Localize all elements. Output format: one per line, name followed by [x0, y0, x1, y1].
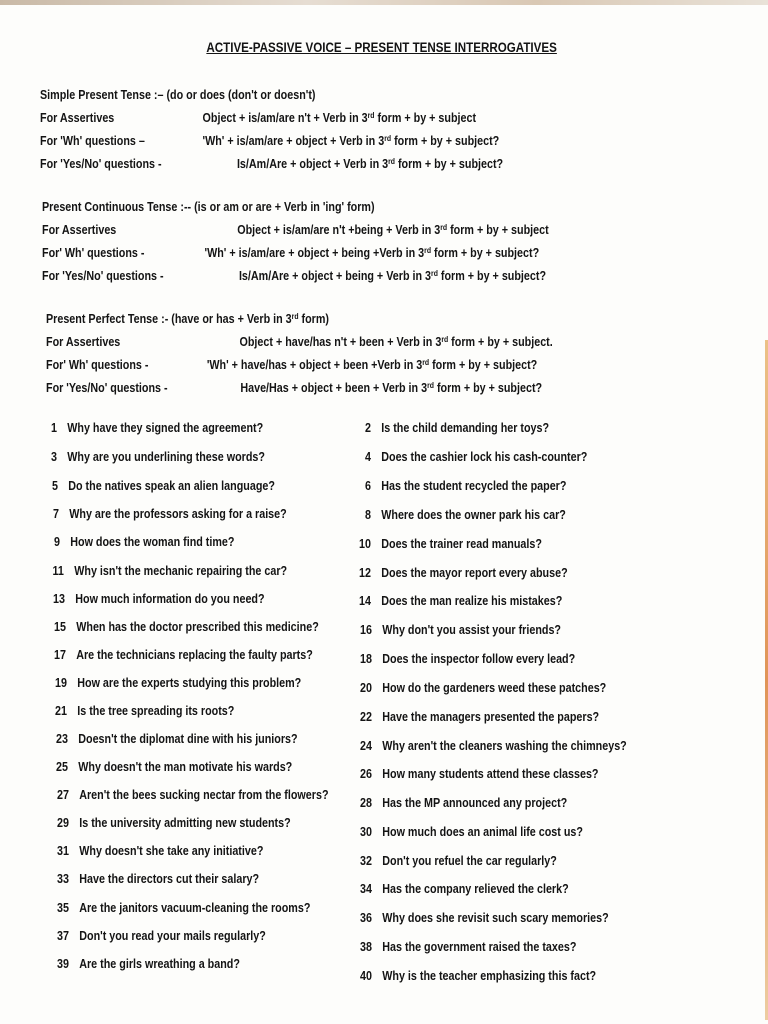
question-item	[353, 969, 596, 983]
question-number: 27	[56, 788, 69, 802]
question-number: 9	[53, 535, 60, 549]
question-text: Has the MP announced any project?	[382, 796, 568, 810]
question-item	[352, 566, 568, 580]
question-text: How many students attend these classes?	[382, 767, 599, 781]
question-number: 29	[56, 816, 69, 830]
question-text: Doesn't the diplomat dine with his juniors?	[78, 732, 298, 746]
question-text: Why are you underlining these words?	[67, 450, 265, 464]
question-number: 2	[364, 421, 371, 435]
question-item	[38, 421, 263, 435]
question-number: 3	[50, 450, 57, 464]
question-number: 33	[56, 872, 69, 886]
question-text: Are the janitors vacuum-cleaning the rooms?	[79, 901, 311, 915]
question-text: Why don't you assist your friends?	[382, 623, 561, 637]
question-item	[353, 681, 606, 695]
question-item	[50, 929, 266, 943]
rule-row	[40, 107, 477, 130]
question-text: Why are the professors asking for a raise?	[69, 507, 287, 521]
question-item	[353, 940, 576, 954]
rule-label: For Assertives	[42, 223, 117, 237]
question-text: Has the student recycled the paper?	[381, 479, 567, 493]
question-item	[353, 767, 599, 781]
question-item	[353, 623, 561, 637]
rule-label: For' Wh' questions -	[42, 246, 145, 260]
rule-row	[42, 265, 547, 288]
question-item	[45, 564, 287, 578]
rule-label: For 'Yes/No' questions -	[42, 269, 164, 283]
rule-formula: Have/Has + object + been + Verb in 3rd form + by + subject?	[240, 381, 543, 395]
question-text: Has the government raised the taxes?	[382, 940, 577, 954]
question-text: Why doesn't she take any initiative?	[79, 844, 264, 858]
section-present-continuous	[42, 196, 549, 288]
question-number: 21	[54, 704, 67, 718]
question-number: 10	[358, 537, 371, 551]
question-text: Why isn't the mechanic repairing the car?	[74, 564, 288, 578]
question-number: 37	[56, 929, 69, 943]
question-number: 20	[359, 681, 372, 695]
question-text: Aren't the bees sucking nectar from the flowers?	[79, 788, 329, 802]
section-heading: Present Continuous Tense :-- (is or am or are + Verb in 'ing' form)	[42, 200, 375, 214]
rule-row	[46, 331, 553, 354]
question-number: 18	[359, 652, 372, 666]
question-item	[49, 760, 292, 774]
question-number: 35	[56, 901, 69, 915]
rule-formula: Object + is/am/are n't + Verb in 3rd form + by + subject	[202, 111, 477, 125]
question-number: 8	[364, 508, 371, 522]
question-number: 12	[358, 566, 371, 580]
question-item	[352, 479, 566, 493]
question-text: Where does the owner park his car?	[381, 508, 566, 522]
question-text: Does the trainer read manuals?	[381, 537, 542, 551]
rule-formula: Object + have/has n't + been + Verb in 3rd form + by + subject.	[239, 335, 553, 349]
question-text: Have the directors cut their salary?	[79, 872, 260, 886]
question-number: 31	[56, 844, 69, 858]
question-item	[353, 882, 569, 896]
question-item	[47, 648, 313, 662]
rule-label: For 'Wh' questions –	[40, 134, 145, 148]
question-item	[352, 537, 542, 551]
rule-row	[46, 377, 543, 400]
question-text: Are the girls wreathing a band?	[79, 957, 240, 971]
question-number: 6	[364, 479, 371, 493]
question-item	[49, 732, 298, 746]
question-number: 7	[52, 507, 59, 521]
rule-label: For Assertives	[46, 335, 121, 349]
question-item	[39, 479, 275, 493]
question-item	[353, 854, 557, 868]
question-item	[50, 788, 329, 802]
question-text: Why is the teacher emphasizing this fact?	[382, 969, 597, 983]
question-text: Is the tree spreading its roots?	[77, 704, 235, 718]
question-number: 19	[54, 676, 67, 690]
question-number: 32	[359, 854, 372, 868]
rule-label: For 'Yes/No' questions -	[46, 381, 168, 395]
question-text: Why does she revisit such scary memories?	[382, 911, 609, 925]
question-text: How much information do you need?	[75, 592, 265, 606]
question-item	[353, 911, 609, 925]
rule-row	[42, 219, 549, 242]
question-item	[50, 901, 310, 915]
question-text: Does the inspector follow every lead?	[382, 652, 576, 666]
question-number: 36	[359, 911, 372, 925]
question-number: 16	[359, 623, 372, 637]
question-number: 5	[51, 479, 58, 493]
section-heading: Simple Present Tense :– (do or does (don't or doesn't)	[40, 88, 316, 102]
question-number: 23	[55, 732, 68, 746]
question-text: When has the doctor prescribed this medicine?	[76, 620, 319, 634]
question-item	[352, 508, 566, 522]
question-text: Is the university admitting new students?	[79, 816, 291, 830]
scan-top-edge	[0, 0, 768, 5]
question-number: 39	[56, 957, 69, 971]
question-number: 11	[52, 564, 64, 578]
question-text: Why doesn't the man motivate his wards?	[78, 760, 293, 774]
rule-formula: 'Wh' + have/has + object + been +Verb in 3rd form + by + subject?	[206, 358, 538, 372]
question-number: 40	[359, 969, 372, 983]
question-item	[41, 535, 234, 549]
question-item	[47, 620, 319, 634]
question-number: 34	[359, 882, 372, 896]
question-item	[50, 957, 240, 971]
question-number: 28	[359, 796, 372, 810]
question-text: Has the company relieved the clerk?	[382, 882, 569, 896]
question-item	[38, 450, 265, 464]
question-number: 4	[364, 450, 371, 464]
question-number: 13	[52, 592, 65, 606]
question-number: 25	[55, 760, 68, 774]
section-present-perfect	[46, 308, 553, 400]
rule-formula: Is/Am/Are + object + being + Verb in 3rd form + by + subject?	[238, 269, 547, 283]
question-item	[353, 796, 567, 810]
question-item	[50, 872, 259, 886]
question-text: Do the natives speak an alien language?	[68, 479, 275, 493]
rule-label: For 'Yes/No' questions -	[40, 157, 162, 171]
question-text: Don't you refuel the car regularly?	[382, 854, 557, 868]
question-item	[353, 652, 575, 666]
section-simple-present	[40, 84, 504, 176]
question-item	[352, 421, 549, 435]
question-text: Does the man realize his mistakes?	[381, 594, 563, 608]
question-item	[46, 592, 265, 606]
question-item	[353, 739, 627, 753]
rule-formula: Object + is/am/are n't +being + Verb in 3rd form + by + subject	[237, 223, 549, 237]
question-text: How much does an animal life cost us?	[382, 825, 583, 839]
question-item	[48, 704, 234, 718]
rule-formula: 'Wh' + is/am/are + object + Verb in 3rd form + by + subject?	[202, 134, 500, 148]
question-item	[352, 594, 562, 608]
rule-label: For' Wh' questions -	[46, 358, 149, 372]
question-item	[50, 816, 291, 830]
question-number: 26	[359, 767, 372, 781]
question-text: Why have they signed the agreement?	[67, 421, 264, 435]
question-number: 38	[359, 940, 372, 954]
rule-row	[42, 242, 540, 265]
question-text: How does the woman find time?	[70, 535, 235, 549]
question-item	[352, 450, 587, 464]
section-heading: Present Perfect Tense :- (have or has + Verb in 3rd form)	[46, 312, 330, 326]
page-title: ACTIVE-PASSIVE VOICE – PRESENT TENSE INTERROGATIVES	[206, 40, 557, 55]
question-text: How do the gardeners weed these patches?	[382, 681, 607, 695]
question-number: 22	[359, 710, 372, 724]
question-item	[40, 507, 287, 521]
rule-row	[40, 153, 504, 176]
question-item	[353, 710, 599, 724]
question-number: 24	[359, 739, 372, 753]
question-text: Is the child demanding her toys?	[381, 421, 550, 435]
question-item	[50, 844, 263, 858]
rule-label: For Assertives	[40, 111, 115, 125]
rule-formula: Is/Am/Are + object + Verb in 3rd form + by + subject?	[236, 157, 504, 171]
question-item	[353, 825, 583, 839]
question-text: Are the technicians replacing the faulty parts?	[76, 648, 313, 662]
question-number: 30	[359, 825, 372, 839]
question-number: 15	[53, 620, 66, 634]
question-number: 17	[53, 648, 66, 662]
question-text: Does the mayor report every abuse?	[381, 566, 568, 580]
question-number: 14	[358, 594, 371, 608]
question-text: Have the managers presented the papers?	[382, 710, 600, 724]
question-text: Why aren't the cleaners washing the chimneys?	[382, 739, 627, 753]
question-text: Don't you read your mails regularly?	[79, 929, 266, 943]
question-item	[48, 676, 301, 690]
question-text: How are the experts studying this problem?	[77, 676, 302, 690]
question-text: Does the cashier lock his cash-counter?	[381, 450, 588, 464]
rule-formula: 'Wh' + is/am/are + object + being +Verb in 3rd form + by + subject?	[204, 246, 540, 260]
question-number: 1	[50, 421, 57, 435]
rule-row	[40, 130, 500, 153]
rule-row	[46, 354, 538, 377]
